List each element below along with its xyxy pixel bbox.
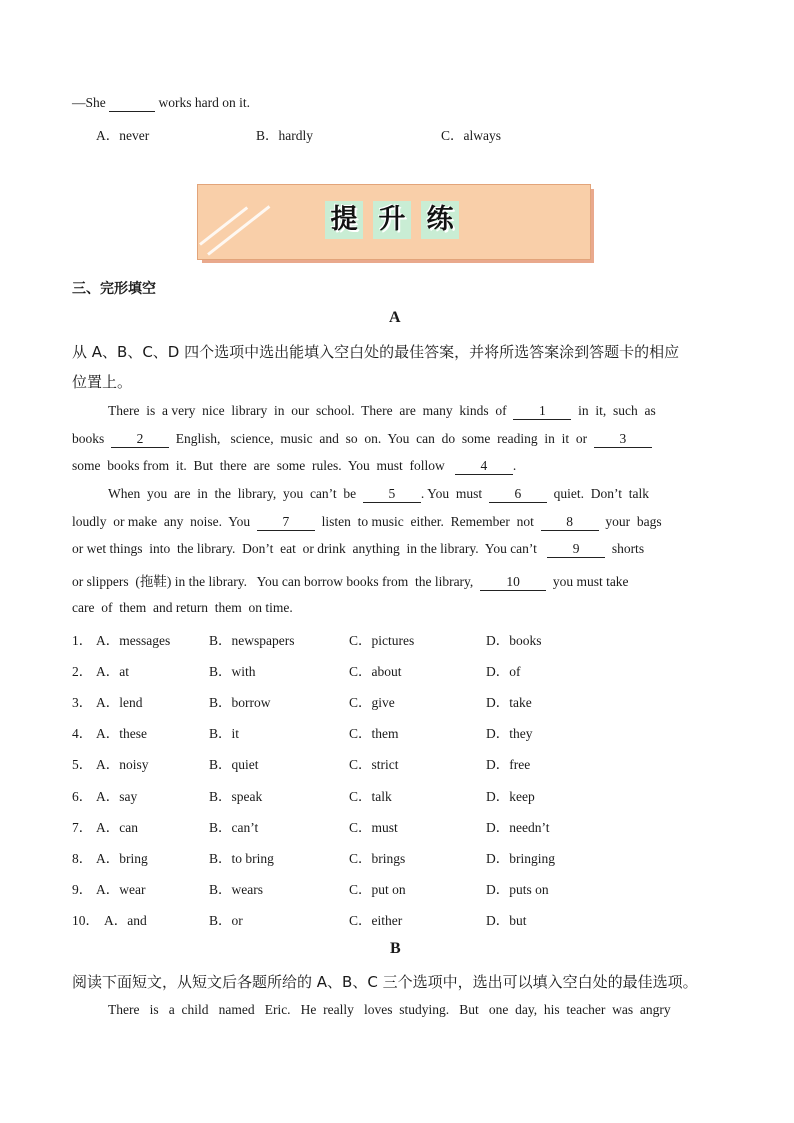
choice-letter: A． (96, 820, 120, 835)
passage-text: shorts (611, 541, 645, 556)
passage-line-7 (72, 570, 629, 591)
choice-text: they (509, 726, 533, 741)
choice-option-a (96, 660, 129, 680)
choice-option-c (349, 816, 398, 836)
choice-letter: A． (96, 882, 120, 897)
choice-text: either (371, 913, 403, 928)
choice-letter: B． (209, 882, 232, 897)
choice-option-c (349, 909, 402, 929)
choice-number: 7． (72, 820, 93, 835)
blank-3: 3 (594, 431, 652, 448)
choice-option-c (349, 629, 414, 649)
choice-option-a (96, 629, 170, 649)
passage-text: your bags (605, 514, 662, 529)
option-text: hardly (278, 128, 314, 143)
choice-text: wears (231, 882, 263, 897)
choice-letter: D． (486, 757, 510, 772)
choice-text: take (509, 695, 532, 710)
choice-text: free (509, 757, 531, 772)
blank-6: 6 (489, 486, 547, 503)
choice-number: 10． (72, 913, 99, 928)
choice-text: talk (371, 789, 392, 804)
part-b-label: B (390, 940, 401, 957)
choice-option-b (209, 847, 274, 867)
passage-text: listen to music either. Remember not (321, 514, 534, 529)
passage-line-8: care of them and return them on time. (72, 600, 293, 615)
choice-text: and (127, 913, 147, 928)
choice-option-b (209, 691, 271, 711)
choice-letter: A． (96, 757, 120, 772)
choice-option-d (486, 816, 550, 836)
banner-char-3: 练 (421, 201, 459, 239)
choice-letter: B． (209, 726, 232, 741)
choice-letter: B． (209, 664, 232, 679)
choice-text: can’t (231, 820, 259, 835)
part-b-instruction: 阅读下面短文，从短文后各题所给的 A、B、C 三个选项中，选出可以填入空白处的最佳选项。 (72, 973, 698, 991)
passage-line-1 (108, 403, 656, 420)
choice-letter: D． (486, 913, 510, 928)
passage-text: quiet. Don’t talk (553, 486, 649, 501)
choice-letter: D． (486, 882, 510, 897)
choice-text: speak (231, 789, 263, 804)
choice-letter: B． (209, 851, 232, 866)
choice-letter: D． (486, 633, 510, 648)
choice-text: can (119, 820, 138, 835)
blank-9: 9 (547, 541, 605, 558)
choice-option-d (486, 629, 542, 649)
choice-text: lend (119, 695, 143, 710)
choice-number: 3． (72, 695, 93, 710)
option-text: never (119, 128, 150, 143)
choice-option-a (104, 909, 147, 929)
choice-letter: C． (349, 789, 372, 804)
part-a-instruction-cont: 位置上。 (72, 373, 133, 391)
choice-option-d (486, 722, 533, 742)
question-stem (72, 95, 250, 112)
choice-text: bring (119, 851, 148, 866)
choice-text: needn’t (509, 820, 550, 835)
choice-option-c (349, 878, 406, 898)
choice-text: messages (119, 633, 171, 648)
section-heading: 三、完形填空 (72, 281, 156, 297)
passage-text: . You must (420, 486, 483, 501)
passage-text: English, science, music and so on. You can do some reading in it or (175, 431, 588, 446)
choice-letter: A． (96, 664, 120, 679)
choice-number: 1． (72, 633, 93, 648)
blank-1: 1 (513, 403, 571, 420)
choice-text: these (119, 726, 147, 741)
passage-text: books (72, 431, 105, 446)
choice-option-b (209, 660, 256, 680)
choice-letter: C． (349, 820, 372, 835)
choice-number: 5． (72, 757, 93, 772)
choice-number: 8． (72, 851, 93, 866)
choice-text: of (509, 664, 521, 679)
choice-option-c (349, 785, 392, 805)
choice-text: borrow (231, 695, 271, 710)
choice-option-c (349, 753, 399, 773)
choice-text: at (119, 664, 129, 679)
choice-letter: C． (349, 664, 372, 679)
choice-option-d (486, 878, 549, 898)
choice-letter: A． (96, 726, 120, 741)
passage-text: When you are in the library, you can’t be (108, 486, 357, 501)
option-letter: B． (256, 128, 279, 143)
choice-option-a (96, 847, 148, 867)
blank-7: 7 (257, 514, 315, 531)
choice-text: it (231, 726, 240, 741)
choice-text: keep (509, 789, 535, 804)
part-a-label: A (389, 309, 401, 326)
choice-number: 4． (72, 726, 93, 741)
choice-letter: B． (209, 789, 232, 804)
choice-option-a (96, 785, 137, 805)
choice-option-b (209, 629, 295, 649)
choice-option-c (349, 660, 402, 680)
choice-letter: B． (209, 913, 232, 928)
choice-text: with (231, 664, 256, 679)
choice-text: brings (371, 851, 406, 866)
choice-letter: D． (486, 851, 510, 866)
choice-letter: C． (349, 851, 372, 866)
choice-option-b (209, 722, 239, 742)
option-text: always (463, 128, 502, 143)
choice-letter: D． (486, 820, 510, 835)
passage-text: or wet things into the library. Don’t eat or drink anything in the library. You can’t (72, 541, 537, 556)
choice-letter: A． (96, 633, 120, 648)
choice-option-a (96, 816, 138, 836)
choice-text: books (509, 633, 542, 648)
option-letter: C． (441, 128, 464, 143)
choice-text: or (231, 913, 243, 928)
choice-option-a (96, 753, 149, 773)
part-a-instruction: 从 A、B、C、D 四个选项中选出能填入空白处的最佳答案，并将所选答案涂到答题卡的相应 (72, 343, 680, 361)
choice-text: pictures (371, 633, 415, 648)
banner-char-2: 升 (373, 201, 411, 239)
choice-letter: C． (349, 726, 372, 741)
blank-10: 10 (480, 574, 546, 591)
choice-option-d (486, 909, 527, 929)
passage-line-6 (72, 541, 644, 558)
passage-line-4 (108, 486, 649, 503)
choice-option-c (349, 847, 405, 867)
stem-suffix: works hard on it. (158, 95, 250, 110)
choice-option-d (486, 691, 532, 711)
choice-text: newspapers (231, 633, 295, 648)
choice-text: say (119, 789, 138, 804)
choice-letter: A． (96, 851, 120, 866)
choice-text: but (509, 913, 527, 928)
stem-prefix: —She (72, 95, 106, 110)
passage-line-2 (72, 431, 652, 448)
choice-letter: B． (209, 820, 232, 835)
blank-5: 5 (363, 486, 421, 503)
choice-option-b (209, 878, 263, 898)
choice-option-b (209, 753, 259, 773)
choice-letter: D． (486, 789, 510, 804)
passage-text: or slippers (拖鞋) in the library. You can borrow books from the library, (72, 574, 474, 589)
choice-letter: D． (486, 664, 510, 679)
passage-text: some books from it. But there are some rules. You must follow (72, 458, 445, 473)
choice-letter: C． (349, 695, 372, 710)
answer-blank (109, 95, 155, 112)
choice-number: 9． (72, 882, 93, 897)
choice-text: wear (119, 882, 146, 897)
choice-text: bringing (509, 851, 555, 866)
blank-2: 2 (111, 431, 169, 448)
choice-letter: B． (209, 695, 232, 710)
choice-letter: C． (349, 913, 372, 928)
option-c (441, 124, 501, 144)
choice-letter: B． (209, 757, 232, 772)
choice-option-b (209, 909, 243, 929)
choice-text: must (371, 820, 398, 835)
choice-number: 6． (72, 789, 93, 804)
choice-letter: D． (486, 726, 510, 741)
choice-option-d (486, 660, 521, 680)
choice-option-a (96, 691, 143, 711)
choice-letter: C． (349, 633, 372, 648)
choice-number: 2． (72, 664, 93, 679)
choice-text: quiet (231, 757, 259, 772)
choice-option-b (209, 785, 262, 805)
choice-letter: A． (104, 913, 128, 928)
choice-option-a (96, 722, 147, 742)
choice-letter: A． (96, 789, 120, 804)
choice-text: about (371, 664, 402, 679)
choice-text: puts on (509, 882, 549, 897)
choice-letter: B． (209, 633, 232, 648)
choice-option-b (209, 816, 258, 836)
choice-text: them (371, 726, 399, 741)
blank-8: 8 (541, 514, 599, 531)
choice-text: to bring (231, 851, 274, 866)
choice-option-c (349, 722, 399, 742)
choice-letter: A． (96, 695, 120, 710)
passage-line-3: some books from it. But there are some rules. You must follow 4 . (72, 458, 517, 473)
choice-letter: D． (486, 695, 510, 710)
option-b (256, 124, 313, 144)
option-letter: A． (96, 128, 120, 143)
passage-text: in it, such as (578, 403, 656, 418)
option-a (96, 124, 149, 144)
choice-text: put on (371, 882, 406, 897)
passage-line-5 (72, 514, 662, 531)
passage-text: loudly or make any noise. You (72, 514, 251, 529)
choice-option-c (349, 691, 395, 711)
choice-text: noisy (119, 757, 149, 772)
banner-char-1: 提 (325, 201, 363, 239)
choice-option-d (486, 785, 535, 805)
part-b-passage-start: There is a child named Eric. He really loves studying. But one day, his teacher was angry (108, 1002, 671, 1017)
choice-letter: C． (349, 882, 372, 897)
passage-text: There is a very nice library in our school. There are many kinds of (108, 403, 507, 418)
choice-option-d (486, 753, 530, 773)
section-banner (197, 184, 593, 262)
blank-4: 4 (455, 458, 513, 475)
choice-letter: C． (349, 757, 372, 772)
passage-text: you must take (552, 574, 629, 589)
choice-text: give (371, 695, 395, 710)
choice-text: strict (371, 757, 399, 772)
choice-option-a (96, 878, 145, 898)
choice-option-d (486, 847, 555, 867)
